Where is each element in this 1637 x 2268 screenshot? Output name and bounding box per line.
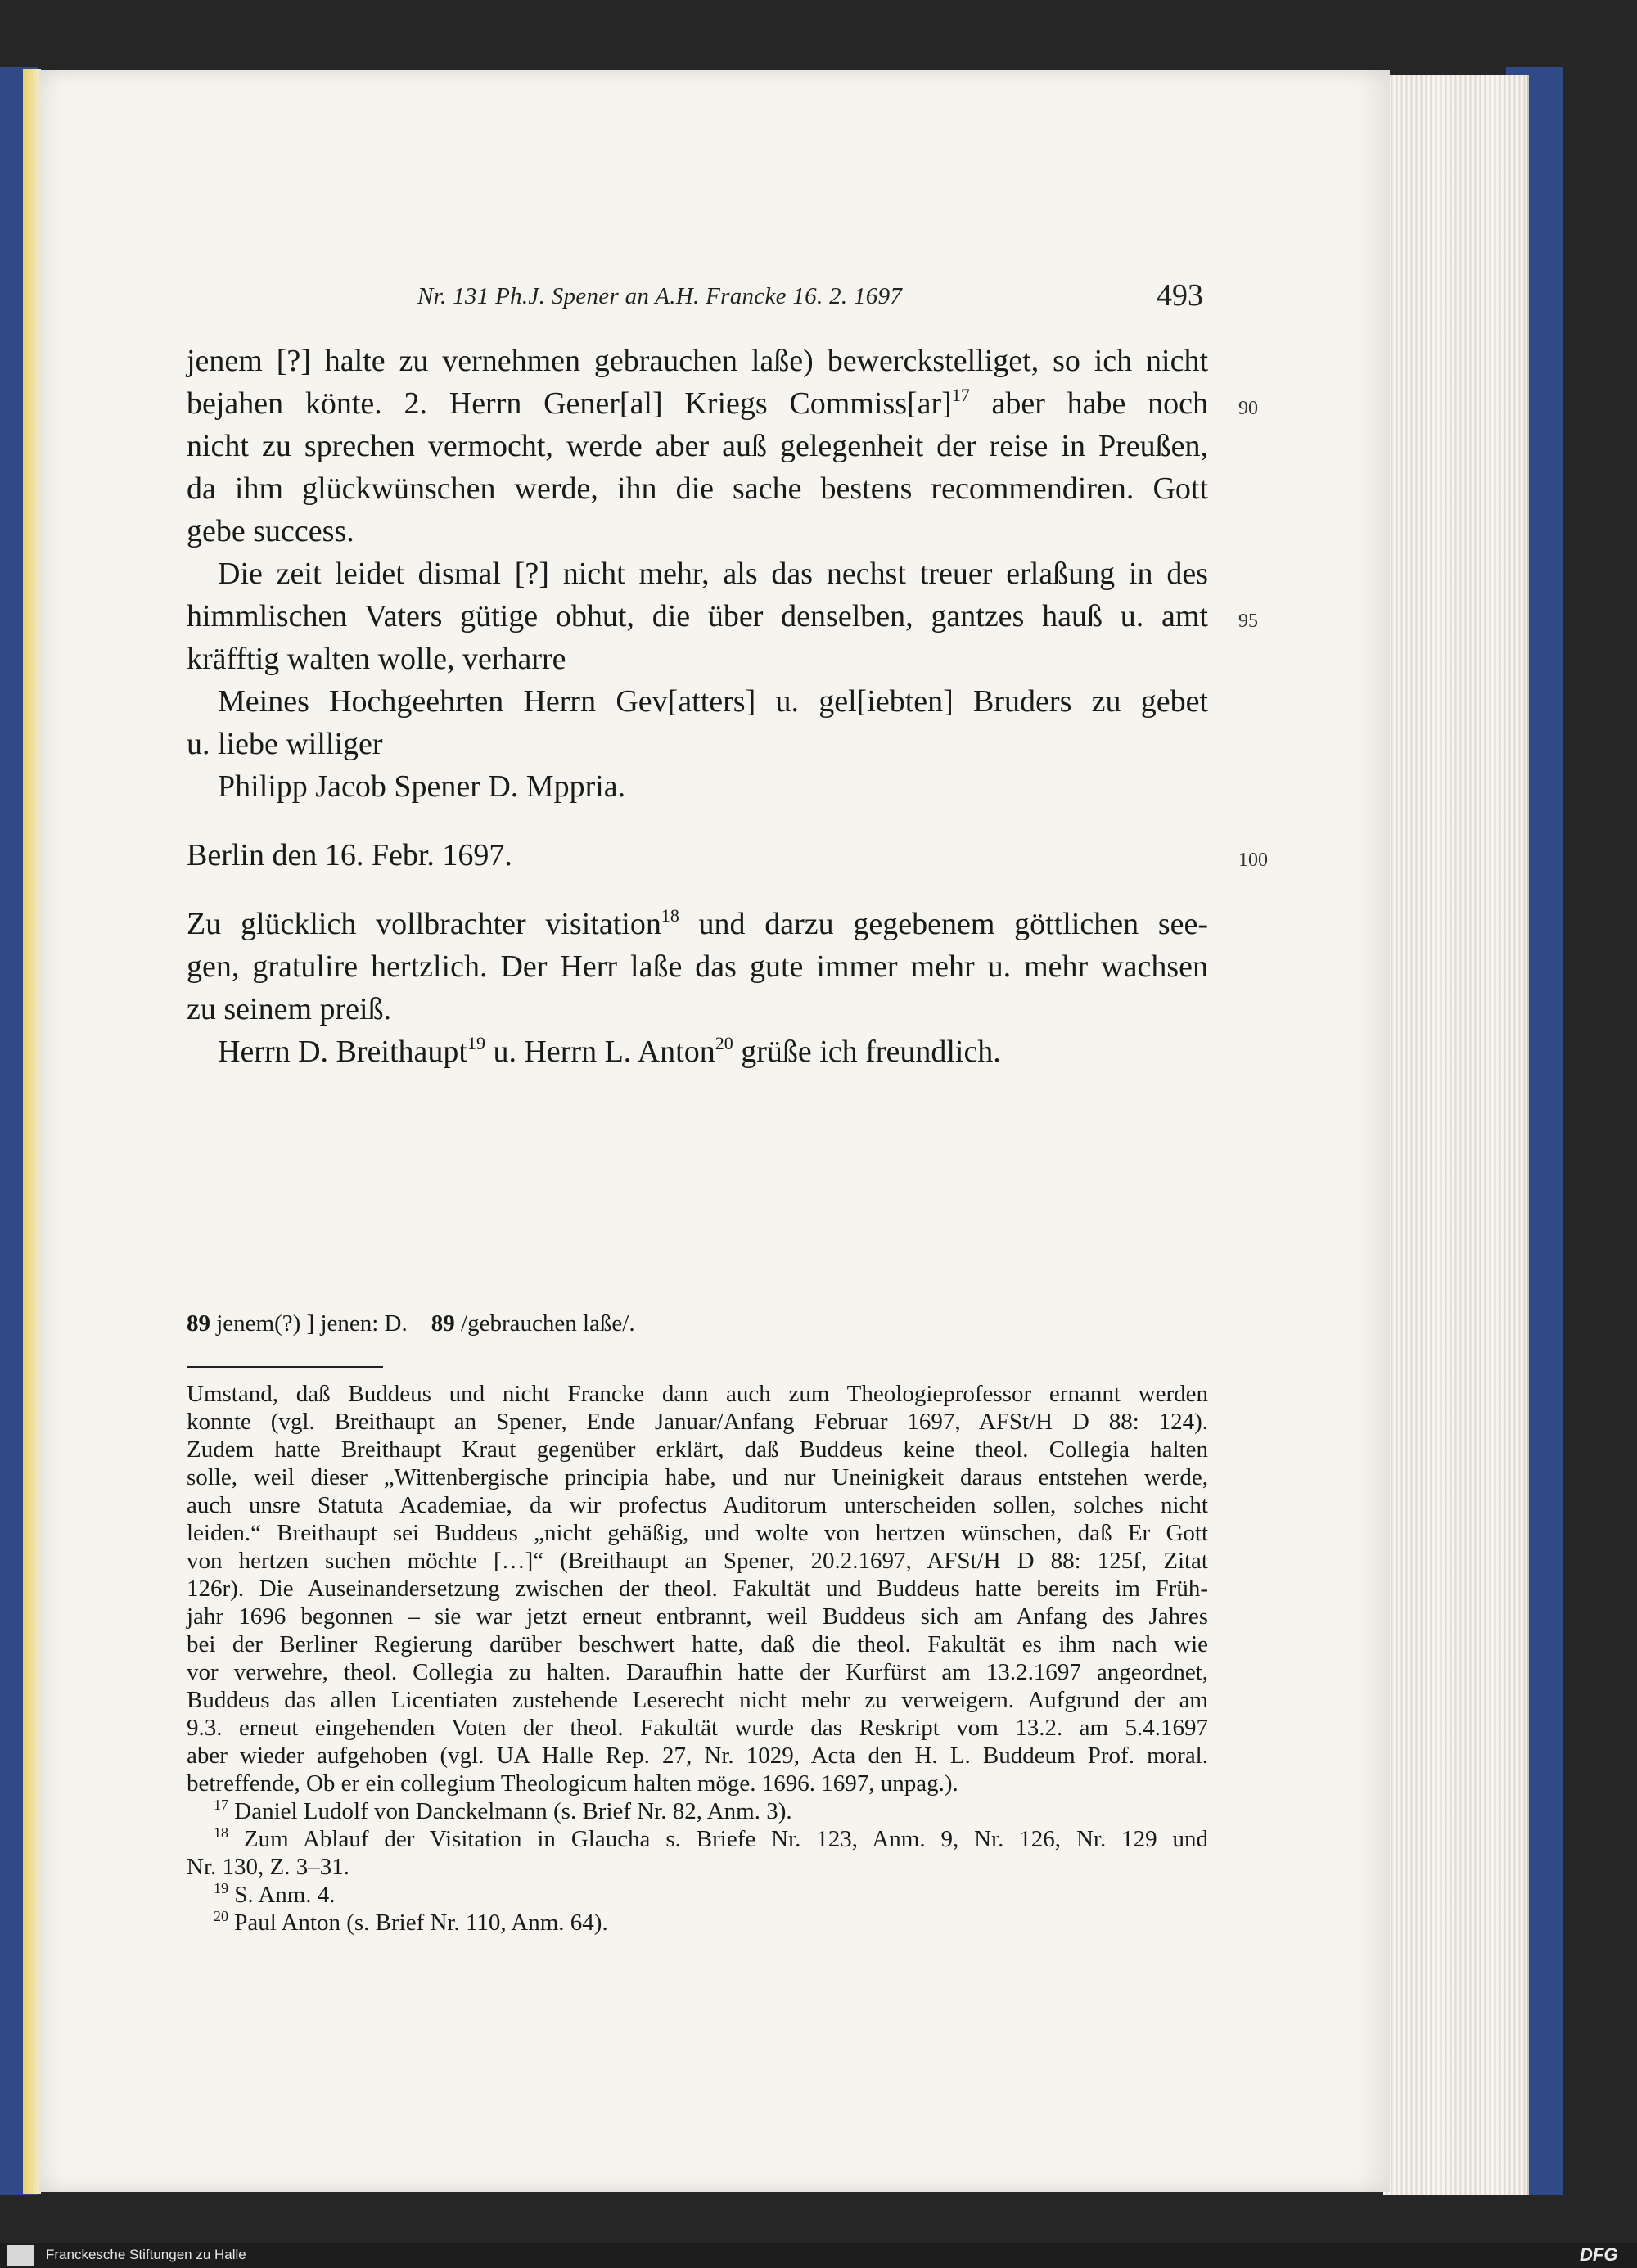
footnote-rule (187, 1366, 383, 1368)
footnote-line: 126r). Die Auseinandersetzung zwischen der theol. Fakultät und Buddeus hatte bereits im Früh- (187, 1576, 1208, 1602)
page-number: 493 (1157, 278, 1203, 313)
footnote-marker: 20 (715, 1033, 733, 1053)
footnote-line: von hertzen suchen möchte […]“ (Breithaupt an Spener, 20.2.1697, AFSt/H D 88: 125f, Zitat (187, 1548, 1208, 1574)
body-line: u. liebe williger (187, 727, 383, 761)
footnote-line: betreffende, Ob er ein collegium Theologicum halten möge. 1696. 1697, unpag.). (187, 1770, 958, 1797)
footnote-line: bei der Berliner Regierung darüber beschwert hatte, daß die theol. Fakultät es ihm nach wie (187, 1631, 1208, 1657)
footnote-line: solle, weil dieser „Wittenbergische principia habe, und nur Uneinigkeit daraus entstehen werde, (187, 1464, 1208, 1490)
body-line: Zu glücklich vollbrachter visitation$^{18}$ und darzu gegebenem göttlichen see- (187, 905, 1209, 941)
footnote-line: 9.3. erneut eingehenden Voten der theol. Fakultät wurde das Reskript vom 13.2. am 5.4.1697 (187, 1715, 1208, 1741)
body-line: bejahen könte. 2. Herrn Gener[al] Kriegs Commiss[ar]$^{17}$ aber habe noch (187, 385, 1208, 421)
footnote: $^{18}$ Zum Ablauf der Visitation in Glaucha s. Briefe Nr. 123, Anm. 9, Nr. 126, Nr. 129 und (214, 1824, 1208, 1852)
date-line: Berlin den 16. Febr. 1697. (187, 838, 512, 872)
dfg-logo: DFG (1580, 2244, 1618, 2265)
running-head: Nr. 131 Ph.J. Spener an A.H. Francke 16. 2. 1697 (417, 283, 903, 309)
footnote-line: leiden.“ Breithaupt sei Buddeus „nicht gehäßig, und wolte von hertzen wünschen, daß Er Gott (187, 1520, 1208, 1546)
line-number: 90 (1238, 398, 1258, 419)
footnote-marker: 19 (467, 1033, 485, 1053)
left-page-edge (23, 69, 41, 2194)
footnote-line: konnte (vgl. Breithaupt an Spener, Ende Januar/Anfang Februar 1697, AFSt/H D 88: 124). (187, 1409, 1208, 1435)
footnote-marker: 18 (661, 905, 679, 926)
footnote: $^{19}$ S. Anm. 4. (214, 1880, 336, 1908)
body-line: Die zeit leidet dismal [?] nicht mehr, als das nechst treuer erlaßung in des (218, 557, 1208, 591)
body-line: jenem [?] halte zu vernehmen gebrauchen laße) bewerckstelliget, so ich nicht (187, 344, 1208, 378)
footnote-line: aber wieder aufgehoben (vgl. UA Halle Rep. 27, Nr. 1029, Acta den H. L. Buddeum Prof. moral. (187, 1743, 1208, 1769)
body-line: gen, gratulire hertzlich. Der Herr laße das gute immer mehr u. mehr wachsen (187, 949, 1208, 984)
body-line: da ihm glückwünschen werde, ihn die sache bestens recommendiren. Gott (187, 471, 1208, 506)
body-line: Herrn D. Breithaupt$^{19}$ u. Herrn L. Anton$^{20}$ grüße ich freundlich. (218, 1033, 1001, 1069)
footnote-marker: 17 (951, 385, 970, 405)
critical-apparatus: 89 jenem(?) ] jenen: D. 89 /gebrauchen laße/. (187, 1310, 635, 1337)
footnote-line: auch unsre Statuta Academiae, da wir profectus Auditorum unterscheiden sollen, solches nicht (187, 1492, 1208, 1518)
footnote-line: Zudem hatte Breithaupt Kraut gegenüber erklärt, daß Buddeus keine theol. Collegia halten (187, 1436, 1208, 1463)
line-number: 100 (1238, 850, 1268, 871)
footnote-line: Umstand, daß Buddeus und nicht Francke dann auch zum Theologieprofessor ernannt werden (187, 1381, 1208, 1407)
footnote: $^{17}$ Daniel Ludolf von Danckelmann (s. Brief Nr. 82, Anm. 3). (214, 1797, 792, 1824)
footnote: $^{20}$ Paul Anton (s. Brief Nr. 110, Anm. 64). (214, 1908, 608, 1936)
footnote-line: Buddeus das allen Licentiaten zustehende Leserecht nicht mehr zu verweigern. Aufgrund der am (187, 1687, 1208, 1713)
footnote-continuation: Nr. 130, Z. 3–31. (187, 1854, 349, 1880)
line-number: 95 (1238, 611, 1258, 632)
body-line: himmlischen Vaters gütige obhut, die über denselben, gantzes hauß u. amt (187, 599, 1208, 634)
body-line: kräfftig walten wolle, verharre (187, 642, 566, 676)
body-line: gebe success. (187, 514, 354, 548)
body-line: Meines Hochgeehrten Herrn Gev[atters] u. gel[iebten] Bruders zu gebet (218, 684, 1208, 719)
footnote-line: vor verwehre, theol. Collegia zu halten. Daraufhin hatte der Kurfürst am 13.2.1697 angeordnet, (187, 1659, 1208, 1685)
book-page (39, 70, 1390, 2192)
institution-name: Franckesche Stiftungen zu Halle (46, 2247, 246, 2262)
footnote-line: jahr 1696 begonnen – sie war jetzt erneut entbrannt, weil Buddeus sich am Anfang des Jahres (187, 1603, 1208, 1630)
page-edges (1383, 75, 1529, 2195)
signature-line: Philipp Jacob Spener D. Mppria. (218, 769, 626, 804)
body-line: zu seinem preiß. (187, 992, 392, 1026)
institution-logo-icon (7, 2245, 34, 2266)
body-line: nicht zu sprechen vermocht, werde aber auß gelegenheit der reise in Preußen, (187, 429, 1208, 463)
